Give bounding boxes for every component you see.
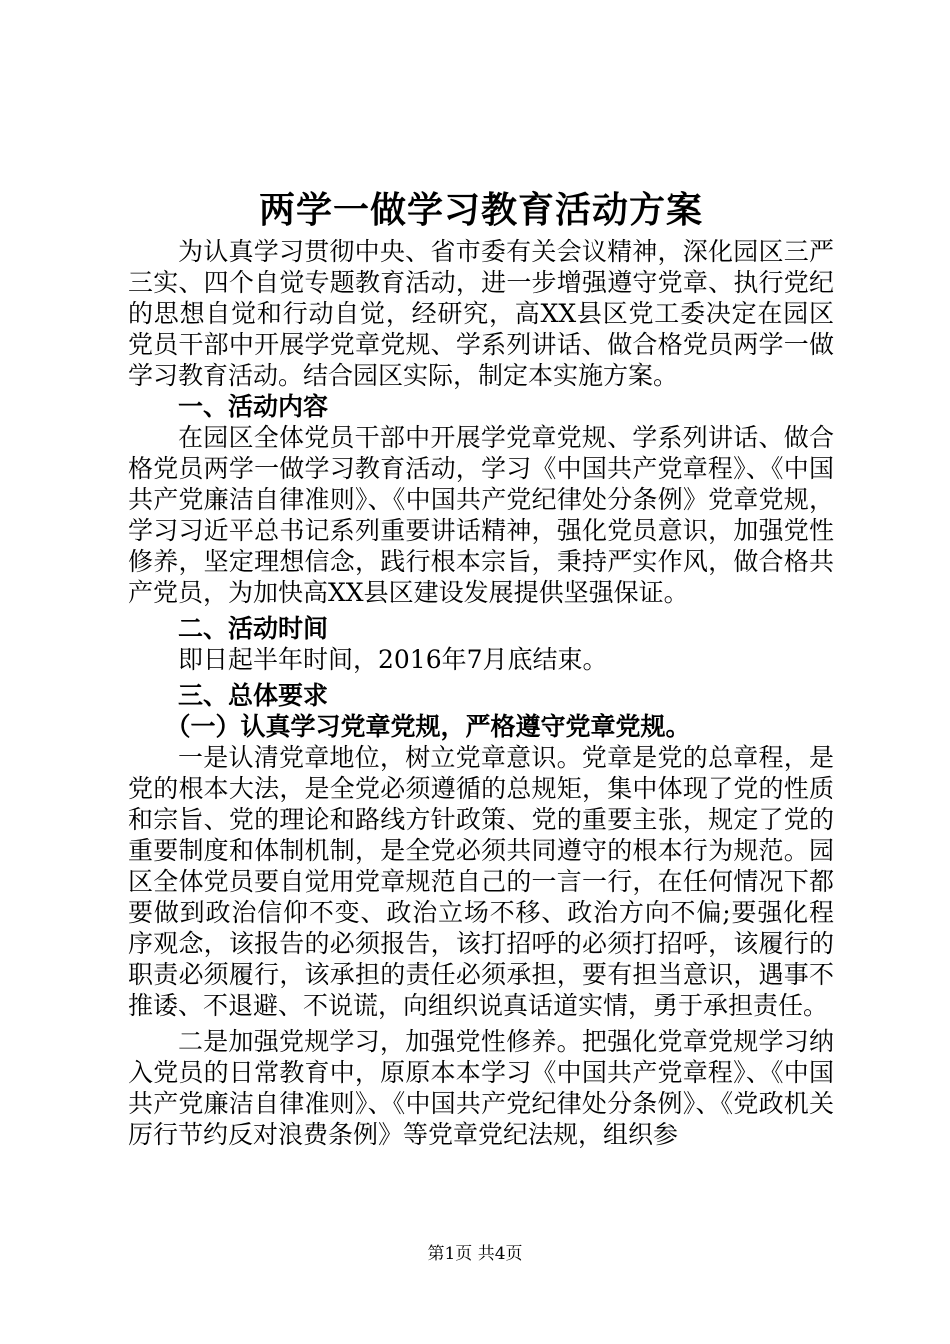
subsection-heading-1: （一）认真学习党章党规，严格遵守党章党规。 xyxy=(165,712,691,741)
document-title: 两学一做学习教育活动方案 xyxy=(258,190,703,231)
intro-paragraph: 为认真学习贯彻中央、省市委有关会议精神，深化园区三严三实、四个自觉专题教育活动，进一步增强遵守党章、执行党纪的思想自觉和行动自觉，经研究，高XX县区党工委决定在园区党员干部中开展学党章党规、学系列讲话、做合格党员两学一做学习教育活动。结合园区实际，制定本实施方案。 xyxy=(128,237,834,390)
section-time-paragraph: 即日起半年时间，2016年7月底结束。 xyxy=(178,645,608,674)
document-page xyxy=(128,180,834,1150)
section-heading-content: 一、活动内容 xyxy=(178,392,329,421)
section-heading-requirements: 三、总体要求 xyxy=(178,681,329,710)
page-footer: 第1页 共4页 xyxy=(427,1244,523,1264)
point-1-paragraph: 一是认清党章地位，树立党章意识。党章是党的总章程，是党的根本大法，是全党必须遵循的总规矩，集中体现了党的性质和宗旨、党的理论和路线方针政策、党的重要主张，规定了党的重要制度和体制机制，是全党必须共同遵守的根本行为规范。园区全体党员要自觉用党章规范自己的一言一行，在任何情况下都要做到政治信仰不变、政治立场不移、政治方向不偏;要强化程序观念，该报告的必须报告，该打招呼的必须打招呼，该履行的职责必须履行，该承担的责任必须承担，要有担当意识，遇事不推诿、不退避、不说谎，向组织说真话道实情，勇于承担责任。 xyxy=(128,743,834,1020)
point-2-paragraph: 二是加强党规学习，加强党性修养。把强化党章党规学习纳入党员的日常教育中，原原本本学习《中国共产党章程》、《中国共产党廉洁自律准则》、《中国共产党纪律处分条例》、《党政机关厉行节约反对浪费条例》等党章党纪法规，组织参 xyxy=(128,1027,834,1149)
section-heading-time: 二、活动时间 xyxy=(178,614,329,643)
section-content-paragraph: 在园区全体党员干部中开展学党章党规、学系列讲话、做合格党员两学一做学习教育活动，学习《中国共产党章程》、《中国共产党廉洁自律准则》、《中国共产党纪律处分条例》党章党规，学习习近平总书记系列重要讲话精神，强化党员意识，加强党性修养，坚定理想信念，践行根本宗旨，秉持严实作风，做合格共产党员，为加快高XX县区建设发展提供坚强保证。 xyxy=(128,423,834,607)
